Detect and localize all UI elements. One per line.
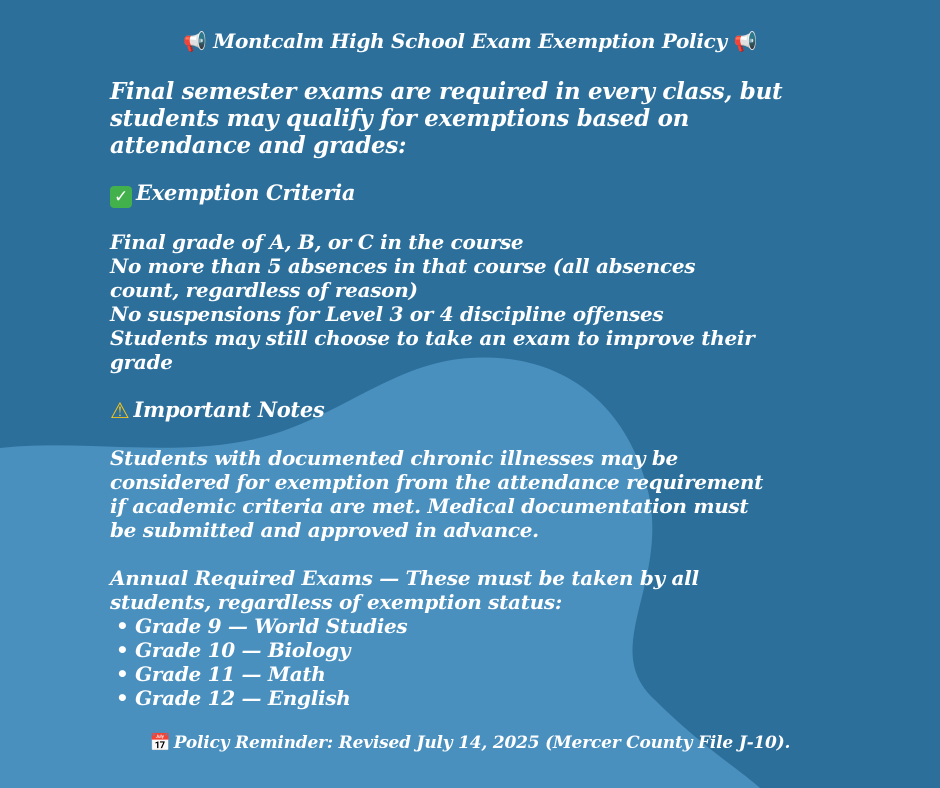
criteria-item: Students may still choose to take an exam to improve their <box>110 326 755 350</box>
notes-line: be submitted and approved in advance. <box>110 518 539 542</box>
check-mark-icon: ✓ <box>110 186 132 208</box>
criteria-heading <box>110 180 870 208</box>
calendar-icon: 📅 <box>149 733 171 753</box>
intro-line: Final semester exams are required in every class, but <box>110 78 783 105</box>
criteria-list <box>110 230 870 374</box>
annual-exams-line: students, regardless of exemption status: <box>110 590 562 614</box>
intro-line: attendance and grades: <box>110 132 407 159</box>
policy-reminder <box>0 733 940 753</box>
criteria-heading-text: Exemption Criteria <box>136 180 356 205</box>
criteria-item: No suspensions for Level 3 or 4 discipline offenses <box>110 302 664 326</box>
annual-exams-line: Annual Required Exams — These must be taken by all <box>110 566 699 590</box>
title-text: Montcalm High School Exam Exemption Policy <box>213 29 727 53</box>
policy-reminder-text: Policy Reminder: Revised July 14, 2025 (Mercer County File J-10). <box>173 733 791 753</box>
criteria-item: No more than 5 absences in that course (all absences <box>110 254 696 278</box>
notes-line: considered for exemption from the attendance requirement <box>110 470 764 494</box>
notes-heading <box>110 397 870 425</box>
page-title <box>0 29 940 53</box>
notes-line: Students with documented chronic illnesses may be <box>110 446 678 470</box>
annual-exams-section <box>110 566 870 710</box>
warning-icon: ⚠ <box>110 399 130 424</box>
intro-line: students may qualify for exemptions based on <box>110 105 690 132</box>
megaphone-icon: 📢 <box>733 31 757 53</box>
criteria-item: Final grade of A, B, or C in the course <box>110 230 524 254</box>
annual-exam-item: • Grade 11 — Math <box>116 662 326 686</box>
intro-paragraph <box>110 78 870 159</box>
annual-exam-item: • Grade 12 — English <box>116 686 351 710</box>
criteria-item: grade <box>110 350 173 374</box>
megaphone-icon: 📢 <box>183 31 207 53</box>
annual-exam-item: • Grade 9 — World Studies <box>116 614 408 638</box>
annual-exam-item: • Grade 10 — Biology <box>116 638 351 662</box>
notes-line: if academic criteria are met. Medical documentation must <box>110 494 749 518</box>
notes-paragraph <box>110 446 870 542</box>
criteria-item: count, regardless of reason) <box>110 278 418 302</box>
notes-heading-text: Important Notes <box>133 397 325 422</box>
